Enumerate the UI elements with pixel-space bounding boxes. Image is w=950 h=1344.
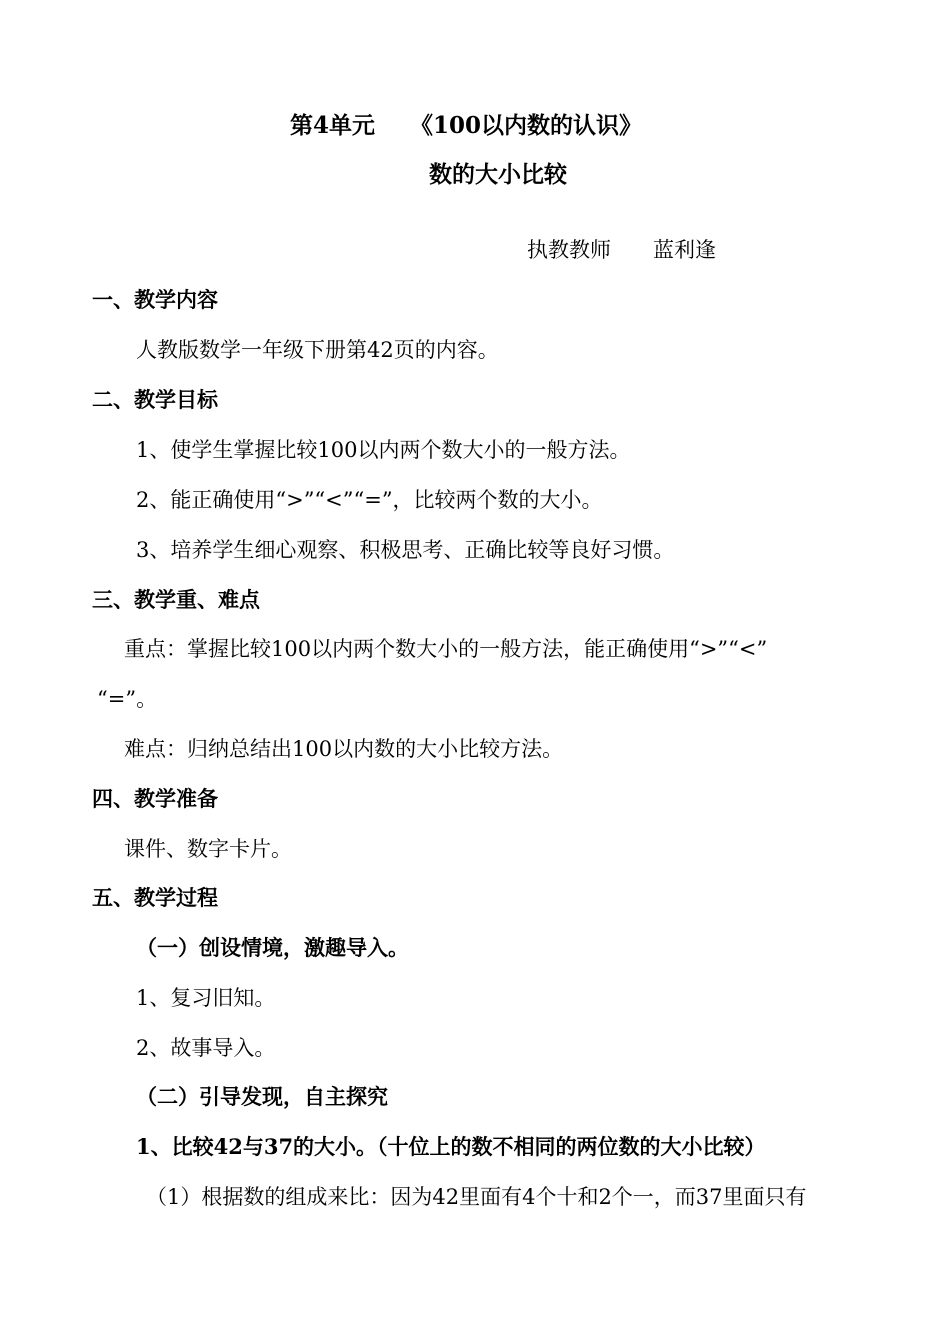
goal-item-3: 3、培养学生细心观察、积极思考、正确比较等良好习惯。 [136,538,675,562]
unit-label: 第4单元 [290,112,376,139]
difficult-point: 难点：归纳总结出100以内数的大小比较方法。 [124,737,564,761]
goal-item-2: 2、能正确使用“>”“<”“=”，比较两个数的大小。 [136,488,603,512]
process-part-1-item-2: 2、故事导入。 [136,1036,276,1060]
key-point-line-2: “=”。 [97,687,158,711]
key-point-line-1: 重点：掌握比较100以内两个数大小的一般方法，能正确使用“>”“<” [124,637,768,661]
lesson-title: 数的大小比较 [429,161,567,188]
process-part-1-item-1: 1、复习旧知。 [136,986,276,1010]
teacher-info: 执教教师 蓝利逢 [527,238,716,262]
section-heading-key-points: 三、教学重、难点 [92,587,260,612]
section-heading-content: 一、教学内容 [92,287,218,312]
goal-item-1: 1、使学生掌握比较100以内两个数大小的一般方法。 [136,438,631,462]
section-heading-process: 五、教学过程 [92,885,218,910]
section-heading-goals: 二、教学目标 [92,387,218,412]
process-part-2-heading: （二）引导发现，自主探究 [136,1084,388,1109]
unit-title: 《100以内数的认识》 [410,112,643,139]
process-part-2-item-1-text: （1）根据数的组成来比：因为42里面有4个十和2个一，而37里面只有 [146,1185,807,1209]
process-part-2-item-1: 1、比较42与37的大小。（十位上的数不相同的两位数的大小比较） [136,1134,766,1159]
section-text-content: 人教版数学一年级下册第42页的内容。 [136,338,499,362]
preparation-text: 课件、数字卡片。 [124,837,292,861]
section-heading-preparation: 四、教学准备 [92,786,218,811]
process-part-1-heading: （一）创设情境，激趣导入。 [136,935,409,960]
